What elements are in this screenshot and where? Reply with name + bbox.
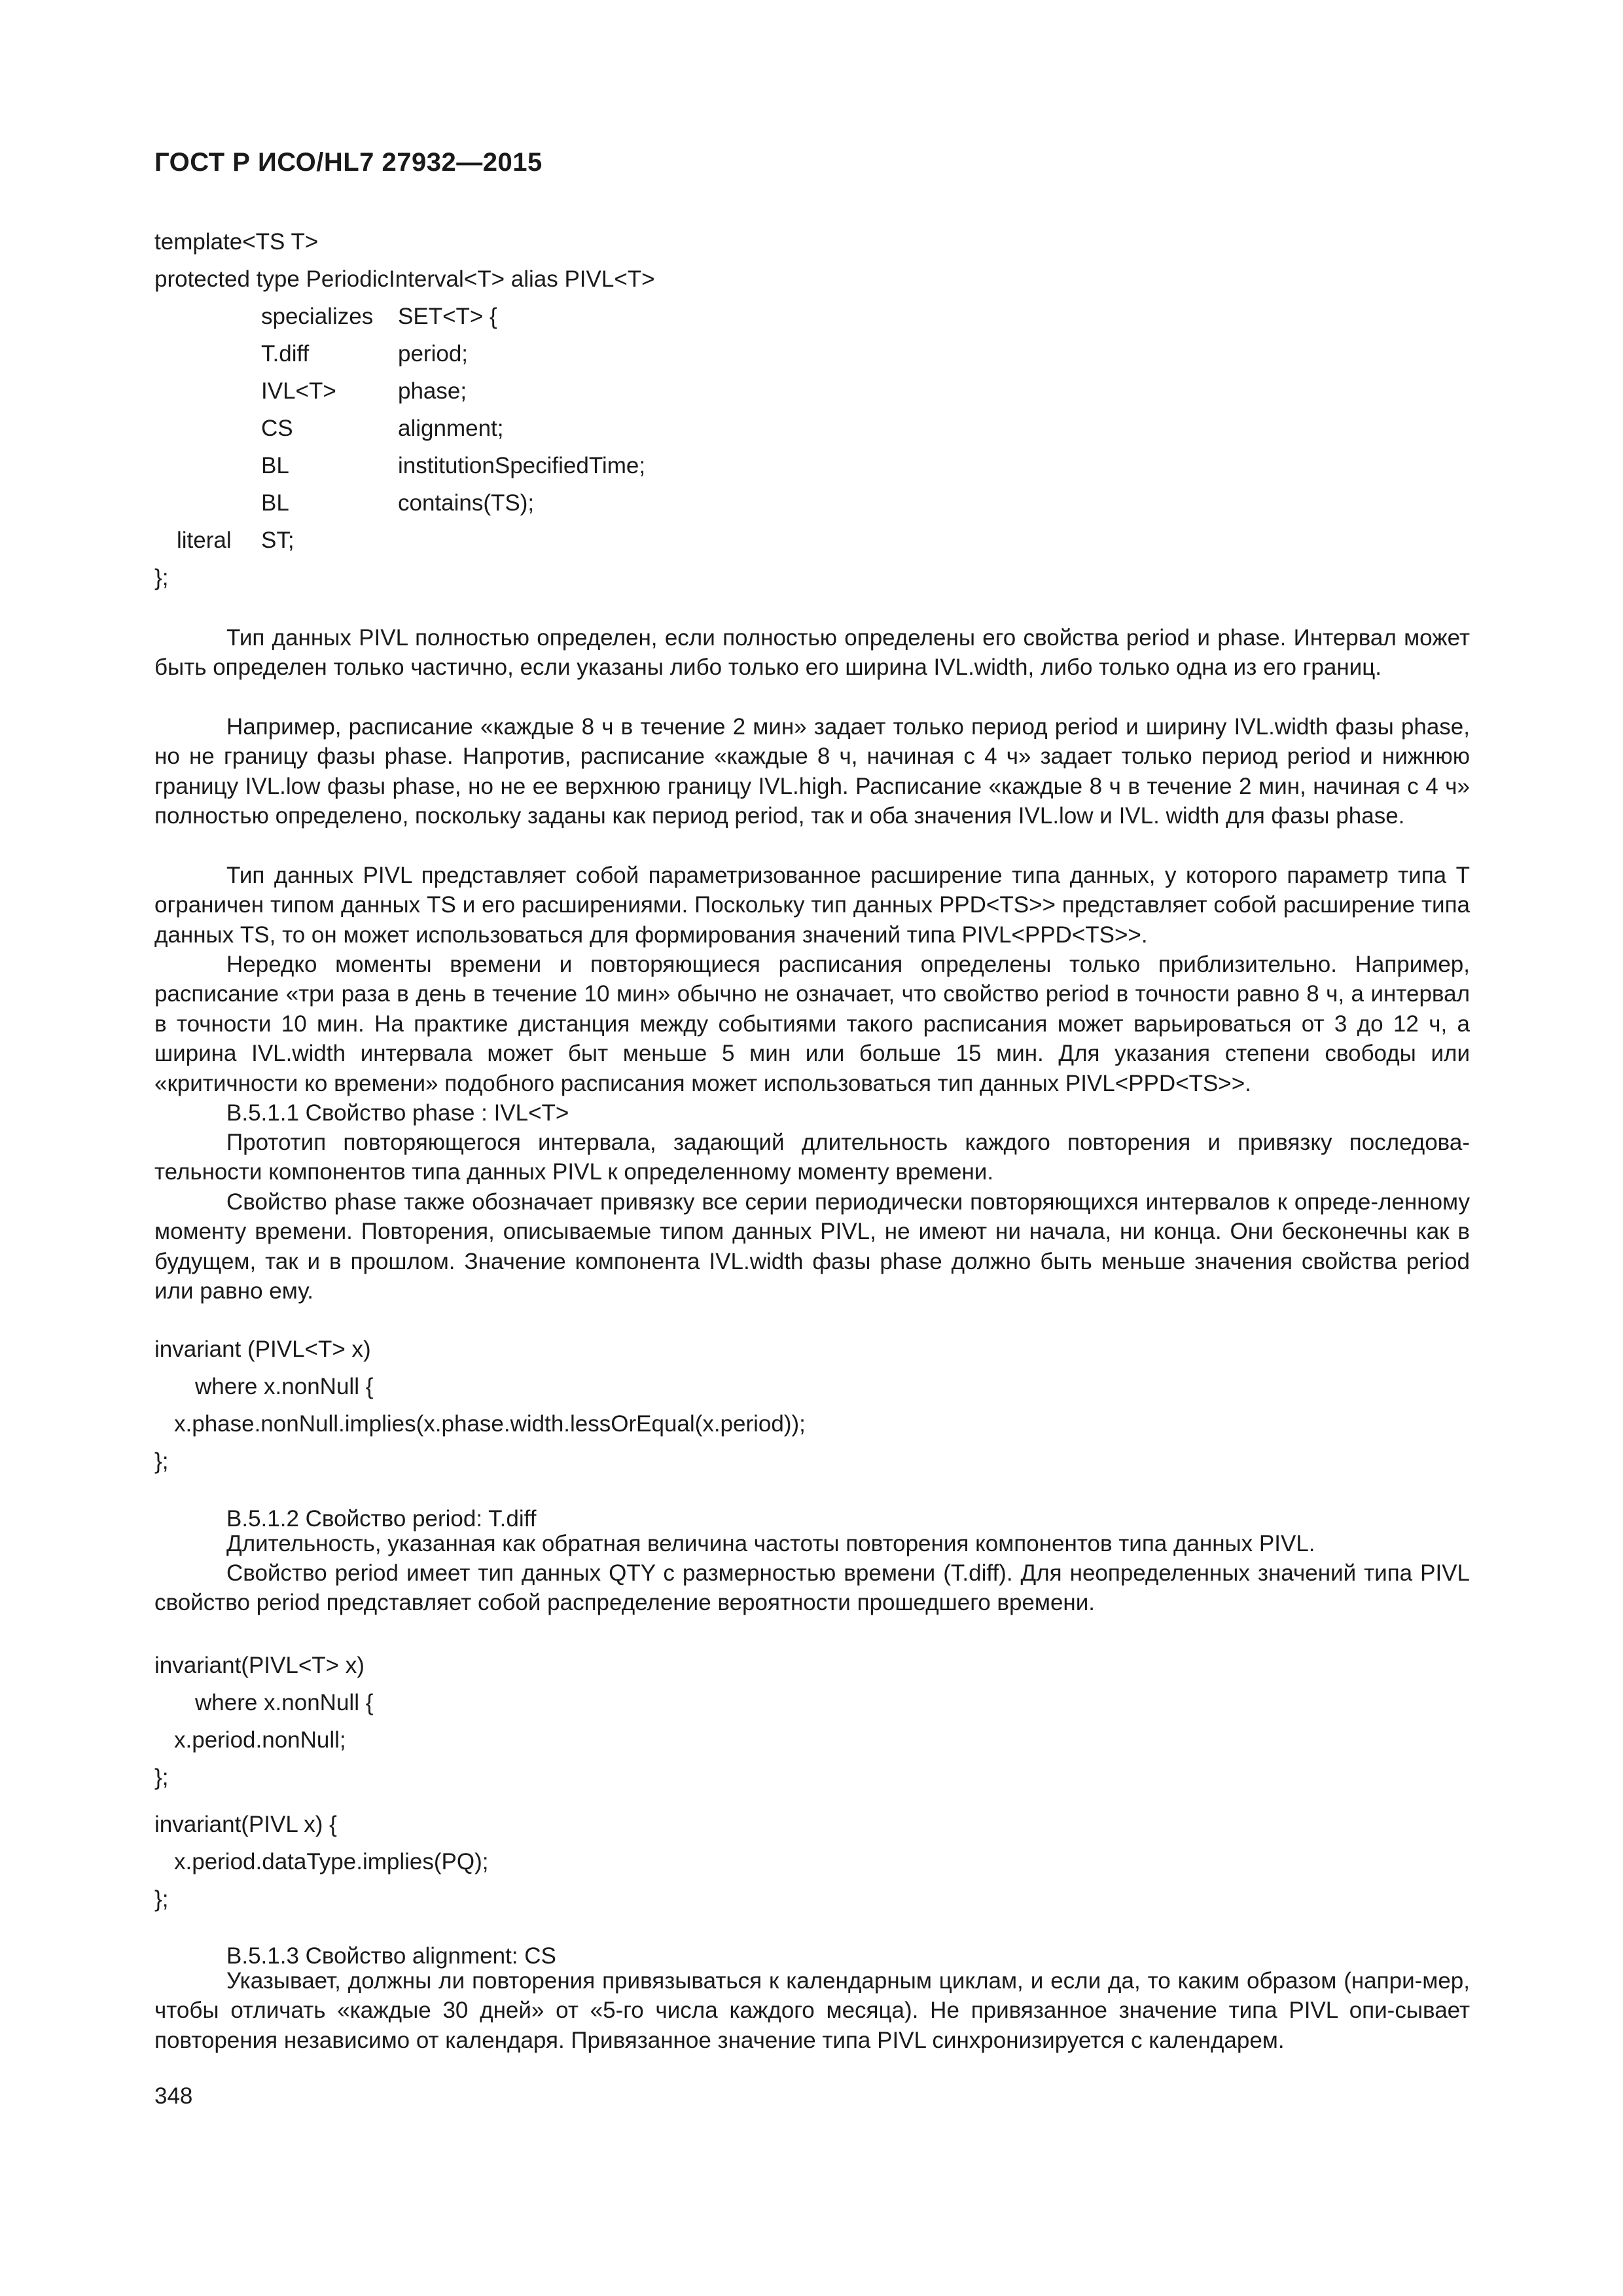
code-line: x.period.nonNull; xyxy=(174,1727,346,1753)
body-paragraph: Свойство period имеет тип данных QTY с размерностью времени (T.diff). Для неопределенных значений типа PIVL свойство period представляет собой распределение вероятности прошедшего времени. xyxy=(154,1560,1470,1616)
code-member: period; xyxy=(398,341,469,367)
code-type: BL xyxy=(261,490,289,516)
code-line: }; xyxy=(154,1765,169,1790)
code-type: specializes xyxy=(261,304,374,329)
code-line: invariant (PIVL<T> x) xyxy=(154,1336,371,1362)
code-line: where x.nonNull { xyxy=(195,1374,374,1399)
code-member: phase; xyxy=(398,378,467,404)
code-member: contains(TS); xyxy=(398,490,535,516)
code-line: x.period.dataType.implies(PQ); xyxy=(174,1849,489,1874)
code-keyword: literal xyxy=(177,528,232,553)
code-line: }; xyxy=(154,1448,169,1474)
body-paragraph: Свойство phase также обозначает привязку все серии периодически повторяющихся интервалов к опреде-ленному моменту времени. Повторения, описываемые типом данных PIVL, не имеют ни начала, ни конца. Они бесконечны как в будущем, так и в прошлом. Значение компонента IVL.width фазы phase должно быть меньше значения свойства period или равно ему. xyxy=(154,1189,1470,1304)
code-member: institutionSpecifiedTime; xyxy=(398,453,646,478)
section-heading: B.5.1.3 Свойство alignment: CS xyxy=(226,1943,556,1969)
code-line: }; xyxy=(154,565,169,590)
code-line: invariant(PIVL x) { xyxy=(154,1812,337,1837)
body-paragraph: Нередко моменты времени и повторяющиеся расписания определены только приблизительно. Например, расписание «три раза в день в течение 10 мин» обычно не означает, что свойство period в точности равно 8 ч, а интервал в точности 10 мин. На практике дистанция между событиями такого расписания может варьироваться от 3 до 12 ч, а ширина IVL.width интервала может быт меньше 5 мин или больше 15 мин. Для указания степени свободы или «критичности ко времени» подобного расписания может использоваться тип данных PIVL<PPD<TS>>. xyxy=(154,952,1470,1096)
document-header: ГОСТ Р ИСО/HL7 27932—2015 xyxy=(154,148,543,177)
body-paragraph: Тип данных PIVL представляет собой параметризованное расширение типа данных, у которого параметр типа T ограничен типом данных TS и его расширениями. Поскольку тип данных PPD<TS>> представляет собой расширение типа данных TS, то он может использоваться для формирования значений типа PIVL<PPD<TS>>. xyxy=(154,863,1470,948)
body-paragraph: Например, расписание «каждые 8 ч в течение 2 мин» задает только период period и ширину IVL.width фазы phase, но не границу фазы phase. Напротив, расписание «каждые 8 ч, начиная с 4 ч» задает только период period и нижнюю границу IVL.low фазы phase, но не ее верхнюю границу IVL.high. Расписание «каждые 8 ч в течение 2 мин, начиная с 4 ч» полностью определено, поскольку заданы как период period, так и оба значения IVL.low и IVL. width для фазы phase. xyxy=(154,714,1470,829)
body-paragraph: Прототип повторяющегося интервала, задающий длительность каждого повторения и привязку последова-тельности компонентов типа данных PIVL к определенному моменту времени. xyxy=(154,1130,1470,1185)
code-member: alignment; xyxy=(398,416,504,441)
body-paragraph: Длительность, указанная как обратная величина частоты повторения компонентов типа данных PIVL. xyxy=(226,1531,1315,1556)
code-member: SET<T> { xyxy=(398,304,497,329)
page-number: 348 xyxy=(154,2083,193,2109)
code-line: invariant(PIVL<T> x) xyxy=(154,1653,365,1678)
code-line: template<TS T> xyxy=(154,229,319,255)
body-paragraph: Тип данных PIVL полностью определен, если полностью определены его свойства period и phase. Интервал может быть определен только частично, если указаны либо только его ширина IVL.width, либо только одна из его границ. xyxy=(154,625,1470,681)
section-heading: B.5.1.1 Свойство phase : IVL<T> xyxy=(226,1100,569,1126)
body-paragraph: Указывает, должны ли повторения привязываться к календарным циклам, и если да, то каким образом (напри-мер, чтобы отличать «каждые 30 дней» от «5-го числа каждого месяца). Не привязанное значение типа PIVL опи-сывает повторения независимо от календаря. Привязанное значение типа PIVL синхронизируется с календарем. xyxy=(154,1968,1470,2053)
document-page xyxy=(154,0,1470,2296)
code-type: T.diff xyxy=(261,341,310,367)
code-type: CS xyxy=(261,416,293,441)
code-member: ST; xyxy=(261,528,294,553)
code-type: BL xyxy=(261,453,289,478)
code-line: x.phase.nonNull.implies(x.phase.width.lessOrEqual(x.period)); xyxy=(174,1411,806,1437)
code-line: }; xyxy=(154,1886,169,1912)
section-heading: B.5.1.2 Свойство period: T.diff xyxy=(226,1506,537,1532)
code-type: IVL<T> xyxy=(261,378,336,404)
code-line: protected type PeriodicInterval<T> alias PIVL<T> xyxy=(154,266,655,292)
code-line: where x.nonNull { xyxy=(195,1690,374,1715)
